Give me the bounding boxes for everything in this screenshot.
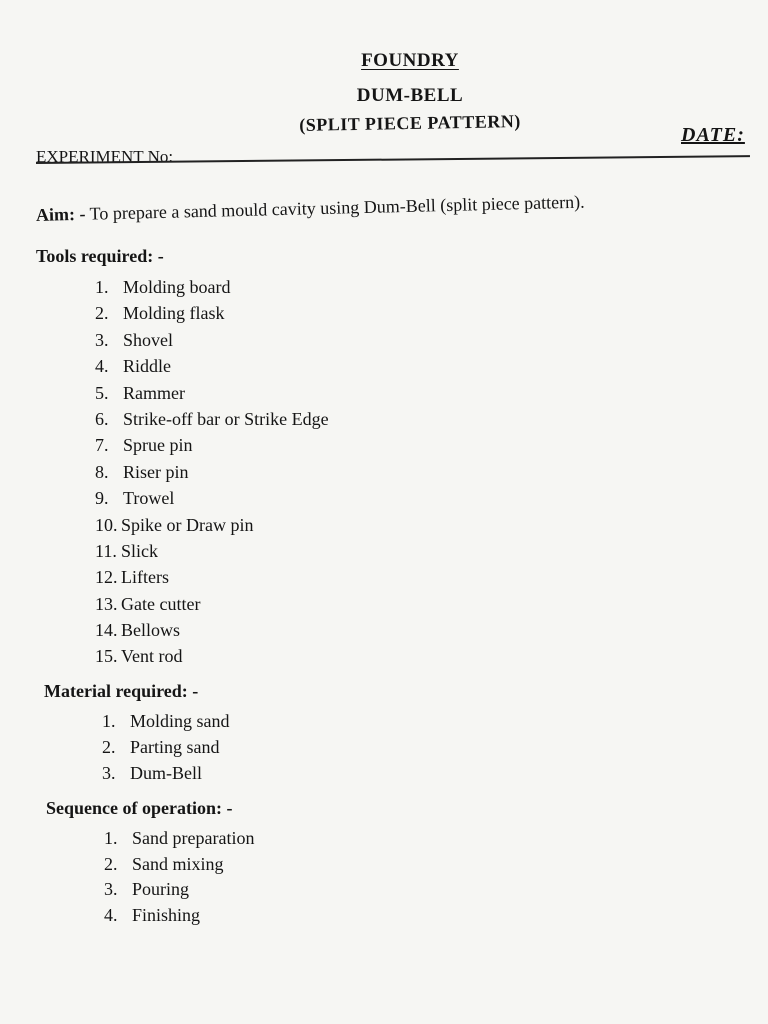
list-item-number: 2.: [95, 303, 109, 324]
list-item-number: 7.: [95, 435, 109, 456]
list-item-number: 13.: [95, 593, 118, 614]
list-item-text: Pouring: [132, 879, 190, 899]
list-item: [95, 408, 329, 434]
list-item-text: Molding flask: [123, 303, 225, 324]
date-label: DATE:: [681, 124, 745, 146]
list-item: [95, 355, 329, 381]
list-item: [95, 619, 329, 645]
doc-subtitle-pattern: (SPLIT PIECE PATTERN): [299, 111, 521, 135]
list-item-number: 9.: [95, 488, 109, 509]
list-item-number: 1.: [102, 711, 116, 731]
list-item-number: 8.: [95, 461, 109, 482]
list-item: [95, 593, 329, 619]
list-item: [95, 566, 329, 592]
list-item-number: 5.: [95, 382, 109, 403]
list-item: [95, 382, 329, 408]
list-item: [95, 645, 329, 671]
list-item: [104, 878, 254, 904]
list-item: [102, 762, 230, 788]
list-item-number: 3.: [104, 879, 118, 899]
list-item-text: Finishing: [132, 904, 201, 925]
list-item-text: Molding sand: [130, 711, 230, 731]
list-item-text: Gate cutter: [121, 593, 201, 614]
list-item-text: Vent rod: [121, 646, 183, 667]
aim-text: To prepare a sand mould cavity using Dum-Bell (split piece pattern).: [89, 191, 585, 224]
materials-heading: Material required: -: [44, 681, 199, 701]
list-item-text: Riser pin: [123, 461, 189, 482]
list-item: [95, 329, 329, 355]
list-item: [102, 736, 230, 762]
list-item: [95, 514, 329, 540]
list-item-text: Slick: [121, 540, 159, 561]
list-item-number: 4.: [95, 356, 109, 377]
list-item: [104, 904, 254, 930]
list-item: [102, 710, 230, 736]
list-item-text: Sand mixing: [132, 853, 224, 874]
list-item-text: Trowel: [123, 488, 175, 509]
doc-title-dumbell: DUM-BELL: [356, 85, 464, 106]
tools-heading: Tools required: -: [36, 246, 164, 266]
list-item-number: 3.: [95, 329, 109, 350]
list-item-number: 14.: [95, 620, 118, 641]
list-item-text: Rammer: [123, 382, 185, 403]
list-item-text: Riddle: [123, 356, 171, 377]
tools-list: [95, 276, 329, 672]
list-item-text: Bellows: [121, 620, 181, 641]
list-item-text: Lifters: [121, 567, 169, 588]
list-item-text: Sand preparation: [132, 828, 255, 848]
experiment-label: EXPERIMENT No:: [36, 147, 174, 166]
list-item: [95, 540, 329, 566]
doc-title-foundry: FOUNDRY: [361, 50, 459, 71]
list-item-number: 6.: [95, 408, 109, 429]
list-item-text: Spike or Draw pin: [121, 514, 254, 535]
list-item-number: 3.: [102, 763, 116, 783]
sequence-list: [104, 827, 254, 929]
list-item-number: 11.: [95, 540, 117, 561]
list-item-text: Molding board: [123, 277, 231, 297]
materials-list: [102, 710, 230, 788]
list-item-number: 12.: [95, 567, 118, 588]
list-item: [95, 461, 329, 487]
list-item-number: 2.: [104, 853, 118, 874]
aim-statement: [36, 192, 585, 226]
list-item-text: Strike-off bar or Strike Edge: [123, 408, 329, 429]
list-item: [95, 434, 329, 460]
list-item-number: 15.: [95, 646, 118, 667]
list-item-number: 10.: [95, 514, 118, 535]
list-item: [95, 487, 329, 513]
list-item-text: Shovel: [123, 329, 174, 350]
list-item: [104, 827, 254, 853]
list-item: [95, 302, 329, 328]
sequence-heading: Sequence of operation: -: [46, 798, 233, 818]
aim-label: Aim: -: [35, 203, 86, 225]
list-item-number: 4.: [104, 904, 118, 925]
list-item-text: Dum-Bell: [130, 763, 202, 783]
list-item: [104, 853, 254, 879]
list-item-text: Parting sand: [130, 737, 220, 757]
list-item-text: Sprue pin: [123, 435, 193, 456]
list-item-number: 1.: [104, 828, 118, 848]
list-item-number: 2.: [102, 737, 116, 757]
list-item-number: 1.: [95, 277, 109, 297]
list-item: [95, 276, 329, 302]
